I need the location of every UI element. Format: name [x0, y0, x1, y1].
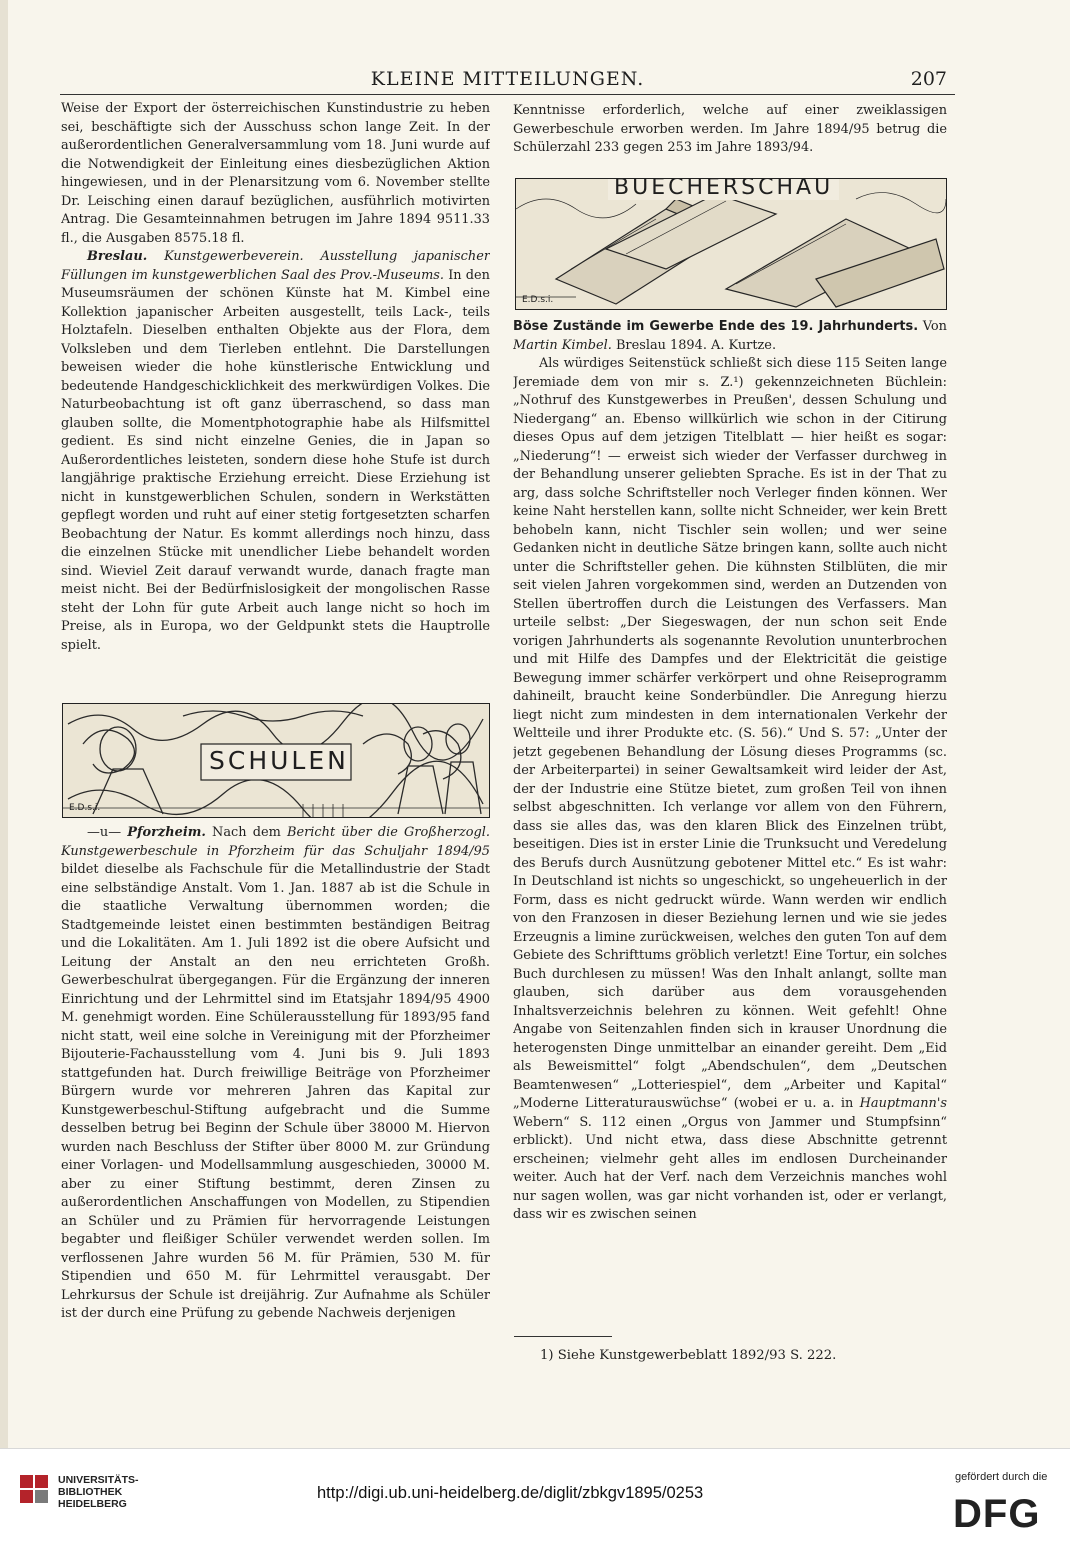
library-line-2: BIBLIOTHEK — [58, 1486, 123, 1498]
breslau-place: Breslau. — [87, 249, 148, 264]
review-title: Böse Zustände im Gewerbe Ende des 19. Jahrhunderts. — [513, 319, 919, 334]
review-paragraph — [513, 355, 947, 1225]
library-name — [58, 1474, 139, 1510]
pforzheim-lead: Nach dem — [212, 825, 281, 840]
university-library-logo-icon — [20, 1475, 50, 1511]
schulen-signature: E.D.s.i. — [69, 803, 101, 813]
continuation-paragraph: Kenntnisse erforderlich, welche auf einer zweiklassigen Gewerbeschule erworben werden. Im Jahre 1894/95 betrug die Schülerzahl 233 gegen 253 im Jahre 1893/94. — [513, 103, 947, 155]
review-publisher: Breslau 1894. A. Kurtze. — [615, 337, 777, 353]
review-body-cont: Webern“ S. 112 einen „Orgus von Jammer und Stumpfsinn“ erblickt). Und nicht etwa, dass diese Abschnitte getrennt erscheinen; vielmehr geht alles im endlosen Durcheinander weiter. Auch hat der Verf. nach dem Verzeichnis manches wohl nur sagen wollen, was gar nicht vorhanden ist, oder er verlangt, dass wir es zwischen seinen — [513, 1114, 947, 1222]
dfg-logo: DFG — [953, 1492, 1041, 1536]
footnote: 1) Siehe Kunstgewerbeblatt 1892/93 S. 222. — [540, 1348, 837, 1363]
section-title: KLEINE MITTEILUNGEN. — [370, 68, 645, 90]
breslau-title: Kunstgewerbeverein. Ausstellung japanischer Füllungen im kunstgewerblichen Saal des Prov.-Museums. — [61, 249, 490, 283]
intro-paragraph: Weise der Export der österreichischen Kunstindustrie zu heben sei, beschäftigte sich der Ausschuss schon lange Zeit. In der außerordentlichen Generalversammlung vom 18. Juni wurde auf die Notwendigkeit der Einleitung eines diesbezüglichen Aktion hingewiesen, und in der Plenarsitzung vom 6. November stellte Dr. Leisching einen darauf bezüglichen, ausführlich motivirten Antrag. Die Gesamteinnahmen betrugen im Jahre 1894 9511.33 fl., die Ausgaben 8575.18 fl. — [61, 101, 490, 246]
buecherschau-heading: BUECHERSCHAU — [608, 178, 839, 200]
review-hauptmann: Hauptmann's — [859, 1096, 947, 1111]
running-header — [60, 68, 955, 95]
pforzheim-place: Pforzheim. — [127, 825, 206, 840]
source-url-link[interactable]: http://digi.ub.uni-heidelberg.de/diglit/zbkgv1895/0253 — [317, 1484, 704, 1502]
buecherschau-vignette — [515, 178, 947, 310]
library-line-1: UNIVERSITÄTS- — [58, 1474, 139, 1486]
right-column-bottom — [513, 318, 947, 1330]
footnote-rule — [514, 1336, 612, 1337]
page-number: 207 — [910, 68, 947, 90]
schulen-vignette — [62, 703, 490, 818]
left-column-top — [61, 100, 490, 685]
review-body: Als würdiges Seitenstück schließt sich diese 115 Seiten lange Jeremiade dem von mir s. Z.¹) gekennzeichneten Büchlein: „Nothruf des Kunstgewerbes in Preußen', dessen Schulung und Niedergang“ an. Ebenso willkürlich wie schon in der Citirung dieses Opus auf dem jetzigen Titelblatt — hier heißt es sogar: „Niederung“! — erweist sich wieder der Verfasser durchweg in der Behandlung unserer geliebten Sprache. Es ist in der That zu arg, dass solche Schriftsteller noch Verleger finden können. Wer keine Naht herstellen kann, sollte nicht Schneider, wer kein Brett behobeln kann, nicht Tischler sein wollen; und wer seine Gedanken nicht in deutliche Sätze bringen kann, sollte auch nicht unter die Schriftsteller gehen. Die kühnsten Stilblüten, die mir seit vielen Jahren vorgekommen sind, werden an Dutzenden von Stellen übertroffen durch die Leistungen des Verfassers. Man urteile selbst: „Der Siegeswagen, der nun schon seit Ende vorigen Jahrhunderts als sogenannte Revolution ununterbrochen und mit Hilfe des Dampfes und der Elektricität die geistige Bewegung immer schärfer verkörpert und ohne Reiseprogramm dahineilt, braucht keine Sonderbündler. Die Anregung hierzu liegt nicht zum mindesten in dem internationalen Verkehr der Weltteile und ihrer Produkte etc. (S. 56).“ Und S. 57: „Unter der jetzt gegebenen Behandlung der Lösung dieses Programms (sc. der Arbeiterpartei) in seiner Gewaltsamkeit wird leider der Ast, der der Industrie eine Stütze bietet, zum großen Teil von ihnen selbst abgeschnitten. Ich verlange vor allem von den Führern, dass sie alles das, was den klaren Blick des Einzelnen trübt, beseitigen. Dies ist in erster Linie die Trunksucht und Veredelung des Berufs durch Ausnützung gebotener Mittel etc.“ Es ist wahr: In Deutschland ist nichts so ungeschickt, so ungeheuerlich in der Form, dass es nicht gedruckt würde. Wann werden wir endlich von den Franzosen in dieser Beziehung lernen und wie sie jedes Erzeugnis a limine zurückweisen, welches den guten Ton auf dem Gebiete des Schrifttums gröblich verletzt! Eine Tortur, ein solches Buch durchlesen zu müssen! Was den Inhalt anlangt, sollte man glauben, sich darüber aus dem vorausgehenden Inhaltsverzeichnis belehren zu können. Weit gefehlt! Ohne Angabe von Seitenzahlen finden sich in krauser Unordnung die heterogensten Dinge unmittelbar an einander gereiht. Dem „Eid als Beweismittel“ folgt „Abendschulen“, dem „Deutschen Beamtenwesen“ „Lotteriespiel“, dem „Arbeiter und Kapital“ „Moderne Litteraturauswüchse“ (wobei er u. a. in — [513, 356, 947, 1111]
schulen-heading: SCHULEN — [209, 746, 349, 775]
review-heading — [513, 318, 947, 355]
review-von: Von — [922, 319, 947, 334]
left-column-bottom — [61, 824, 490, 1369]
breslau-paragraph — [61, 248, 490, 655]
pforzheim-prefix: —u— — [87, 825, 122, 840]
pforzheim-body: bildet dieselbe als Fachschule für die Metallindustrie der Stadt eine selbständige Anstalt. Vom 1. Jan. 1887 ab ist die Schule in die staatliche Verwaltung übernommen worden; die Stadtgemeinde leistet einen bestimmten beständigen Beitrag und die Lokalitäten. Am 1. Juli 1892 ist die obere Aufsicht und Leitung der Anstalt an den neu errichteten Großh. Gewerbeschulrat übergegangen. Für die Ergänzung der inneren Einrichtung und der Lehrmittel sind im Etatsjahr 1894/95 4900 M. genehmigt worden. Eine Schülerausstellung für 1893/95 fand nicht statt, weil eine solche in Vereinigung mit der Pforzheimer Bijouterie-Fachausstellung vom 4. Juni bis 9. Juli 1893 stattgefunden hat. Durch freiwillige Beiträge von Pforzheimer Bürgern wurde vor mehreren Jahren das Kapital zur Kunstgewerbeschul-Stiftung aufgebracht und die Summe desselben betrug bei Beginn der Schule über 38000 M. Hiervon wurden nach Beschluss der Stifter über 8000 M. zur Gründung einer Vorlagen- und Modellsammlung ausgeschieden, 30000 M. aber zu einer Stiftung bestimmt, deren Zinsen zu außerordentlichen Anschaffungen von Modellen, zu Stipendien an Schüler und zu Prämien für hervorragende Leistungen begabter und fleißiger Schüler verwendet werden sollen. Im verflossenen Jahre wurden 56 M. für Prämien, 530 M. für Stipendien und 650 M. für Lehrmittel verausgabt. Der Lehrkursus der Schule ist dreijährig. Zur Aufnahme als Schüler ist der durch eine Prüfung zu gebende Nachweis derjenigen — [61, 862, 490, 1321]
right-column-top — [513, 102, 947, 170]
library-line-3: HEIDELBERG — [58, 1498, 127, 1510]
review-author: Martin Kimbel. — [513, 337, 612, 353]
pforzheim-report-title: Bericht über die Großherzogl. Kunstgewerbeschule in Pforzheim für das Schuljahr 1894/95 — [61, 825, 490, 859]
scan-edge — [0, 0, 8, 1448]
breslau-body: In den Museumsräumen der schönen Künste hat M. Kimbel eine Kollektion japanischer Arbeiten ausgestellt, teils Lack-, teils Holztafeln. Dieselben enthalten Objekte aus der Flora, dem Volksleben und dem Tierleben entlehnt. Die Darstellungen beweisen wieder die hohe künstlerische Entwicklung und bedeutende Handgeschicklichkeit des merkwürdigen Volkes. Die Naturbeobachtung ist oft ganz überraschend, so dass man glauben sollte, die Momentphotographie habe als Hilfsmittel gedient. Es sind nicht einzelne Genies, die in Japan so Außerordentliches leisteten, sondern diese hohe Stufe ist durch langjährige praktische Erziehung erreicht. Diese Erziehung ist nicht in kunstgewerblichen Schulen, sondern in Werkstätten gepflegt worden und ruht auf einer stetig fortgesetzten scharfen Beobachtung der Natur. Es kommt allerdings noch hinzu, dass die einzelnen Stücke mit unendlicher Liebe behandelt worden sind. Wieviel Zeit darauf verwandt wurde, danach fragte man meist nicht. Bei der Bedürfnislosigkeit der mongolischen Rasse steht der Lohn für gute Arbeit auch lange nicht so hoch im Preise, als in Europa, wo der Geldpunkt stets die Hauptrolle spielt. — [61, 267, 490, 653]
funding-caption: gefördert durch die — [955, 1471, 1048, 1483]
buecherschau-signature: E.D.s.i. — [522, 295, 554, 305]
pforzheim-paragraph — [61, 824, 490, 1324]
